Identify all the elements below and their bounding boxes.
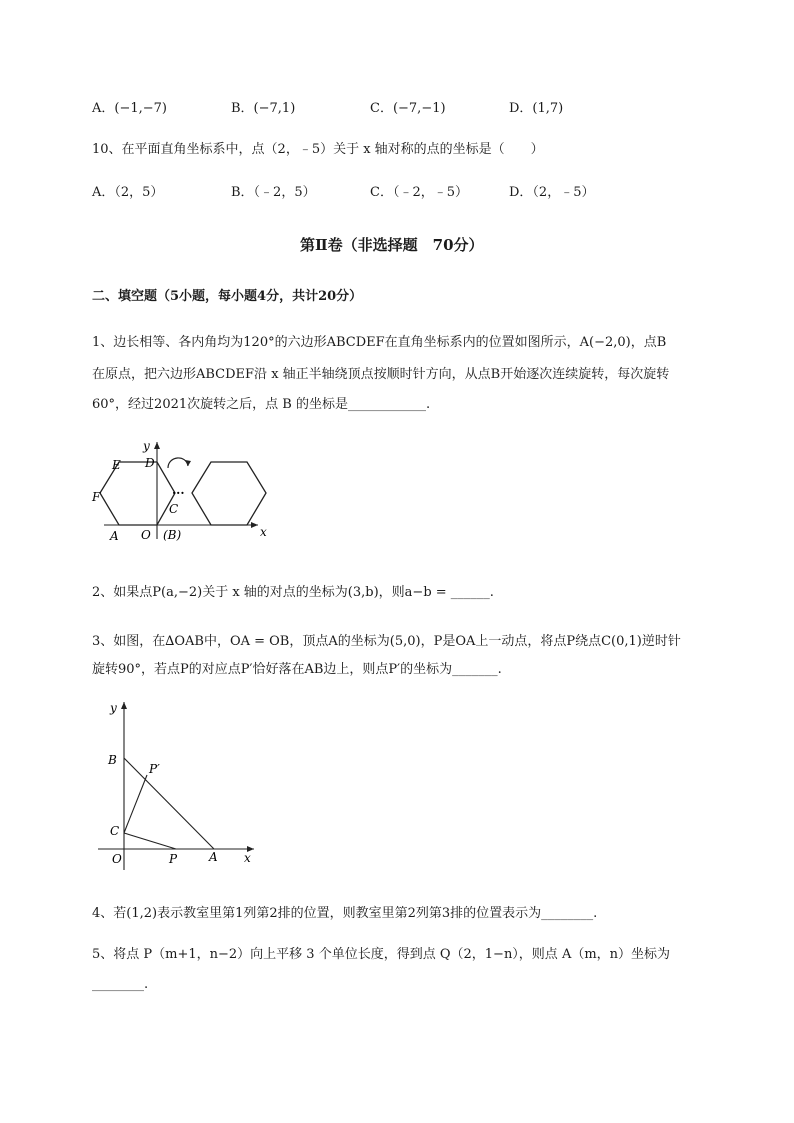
hexagon-rotated bbox=[192, 462, 266, 525]
fill2-text: 2、如果点P(a,−2)关于 x 轴的对点的坐标为(3,b)，则a−b = ______. bbox=[92, 585, 494, 600]
hexagon-figure bbox=[88, 436, 278, 548]
segment-c-p bbox=[124, 833, 176, 849]
q10-option-b: B．（﹣2，5） bbox=[231, 185, 316, 200]
fill5-line1: 5、将点 P（m+1，n−2）向上平移 3 个单位长度，得到点 Q（2，1−n），则点 A（m，n）坐标为 bbox=[92, 947, 671, 962]
q10-option-d: D．（2，﹣5） bbox=[509, 185, 595, 200]
q10-option-c: C．（﹣2，﹣5） bbox=[370, 185, 468, 200]
fill4-text: 4、若(1,2)表示教室里第1列第2排的位置，则教室里第2列第3排的位置表示为________. bbox=[92, 906, 598, 921]
fig1-label-a: A bbox=[110, 529, 119, 543]
q9-option-b: B．(−7,1) bbox=[231, 101, 296, 116]
rotation-arrow-icon bbox=[168, 458, 188, 468]
fig1-x-arrow bbox=[251, 522, 258, 528]
segment-c-pprime bbox=[124, 775, 147, 833]
fig1-label-b: (B) bbox=[163, 528, 182, 542]
fig2-label-a: A bbox=[209, 850, 218, 864]
part2-title: 第Ⅱ卷（非选择题 70分） bbox=[300, 236, 484, 254]
fill1-line3: 60°，经过2021次旋转之后，点 B 的坐标是____________. bbox=[92, 397, 431, 412]
q9-option-a: A．(−1,−7) bbox=[92, 101, 167, 116]
q9-option-c: C．(−7,−1) bbox=[370, 101, 446, 116]
fig1-label-dots: ··· bbox=[172, 486, 185, 500]
fig1-label-d: D bbox=[145, 456, 155, 470]
fig1-y-arrow bbox=[154, 442, 160, 449]
fig2-label-pprime: P′ bbox=[149, 762, 160, 776]
rotation-arrowhead-icon bbox=[185, 460, 191, 466]
q10-option-a: A．（2，5） bbox=[92, 185, 164, 200]
fig2-label-y: y bbox=[110, 701, 117, 715]
section-heading: 二、填空题（5小题，每小题4分，共计20分） bbox=[92, 289, 363, 304]
q9-option-d: D．(1,7) bbox=[509, 101, 564, 116]
segment-ab bbox=[124, 758, 214, 849]
fig1-label-x: x bbox=[260, 525, 267, 539]
q10-stem: 10、在平面直角坐标系中，点（2，﹣5）关于 x 轴对称的点的坐标是（ ） bbox=[92, 142, 544, 157]
fig1-label-f: F bbox=[92, 490, 101, 504]
fig1-label-y: y bbox=[143, 439, 150, 453]
fill1-line2: 在原点，把六边形ABCDEF沿 x 轴正半轴绕顶点按顺时针方向，从点B开始逐次连续旋转，每次旋转 bbox=[92, 367, 670, 382]
fill1-line1: 1、边长相等、各内角均为120°的六边形ABCDEF在直角坐标系内的位置如图所示，A(−2,0)，点B bbox=[92, 335, 667, 350]
fig1-label-e: E bbox=[112, 458, 121, 472]
fill5-line2: ________. bbox=[92, 977, 149, 992]
fig2-y-arrow bbox=[121, 702, 127, 709]
fill3-line2: 旋转90°，若点P的对应点P′恰好落在AB边上，则点P′的坐标为_______. bbox=[92, 662, 502, 677]
fig2-label-o: O bbox=[112, 852, 122, 866]
triangle-figure bbox=[98, 698, 260, 870]
fill3-line1: 3、如图，在∆OAB中，OA = OB，顶点A的坐标为(5,0)，P是OA上一动点，将点P绕点C(0,1)逆时针 bbox=[92, 634, 681, 649]
fig2-label-b: B bbox=[108, 753, 117, 767]
fig2-label-p: P bbox=[169, 852, 178, 866]
fig2-label-c: C bbox=[110, 824, 120, 838]
fig1-label-c: C bbox=[169, 502, 179, 516]
fig2-label-x: x bbox=[244, 851, 251, 865]
fig1-label-o: O bbox=[141, 528, 151, 542]
